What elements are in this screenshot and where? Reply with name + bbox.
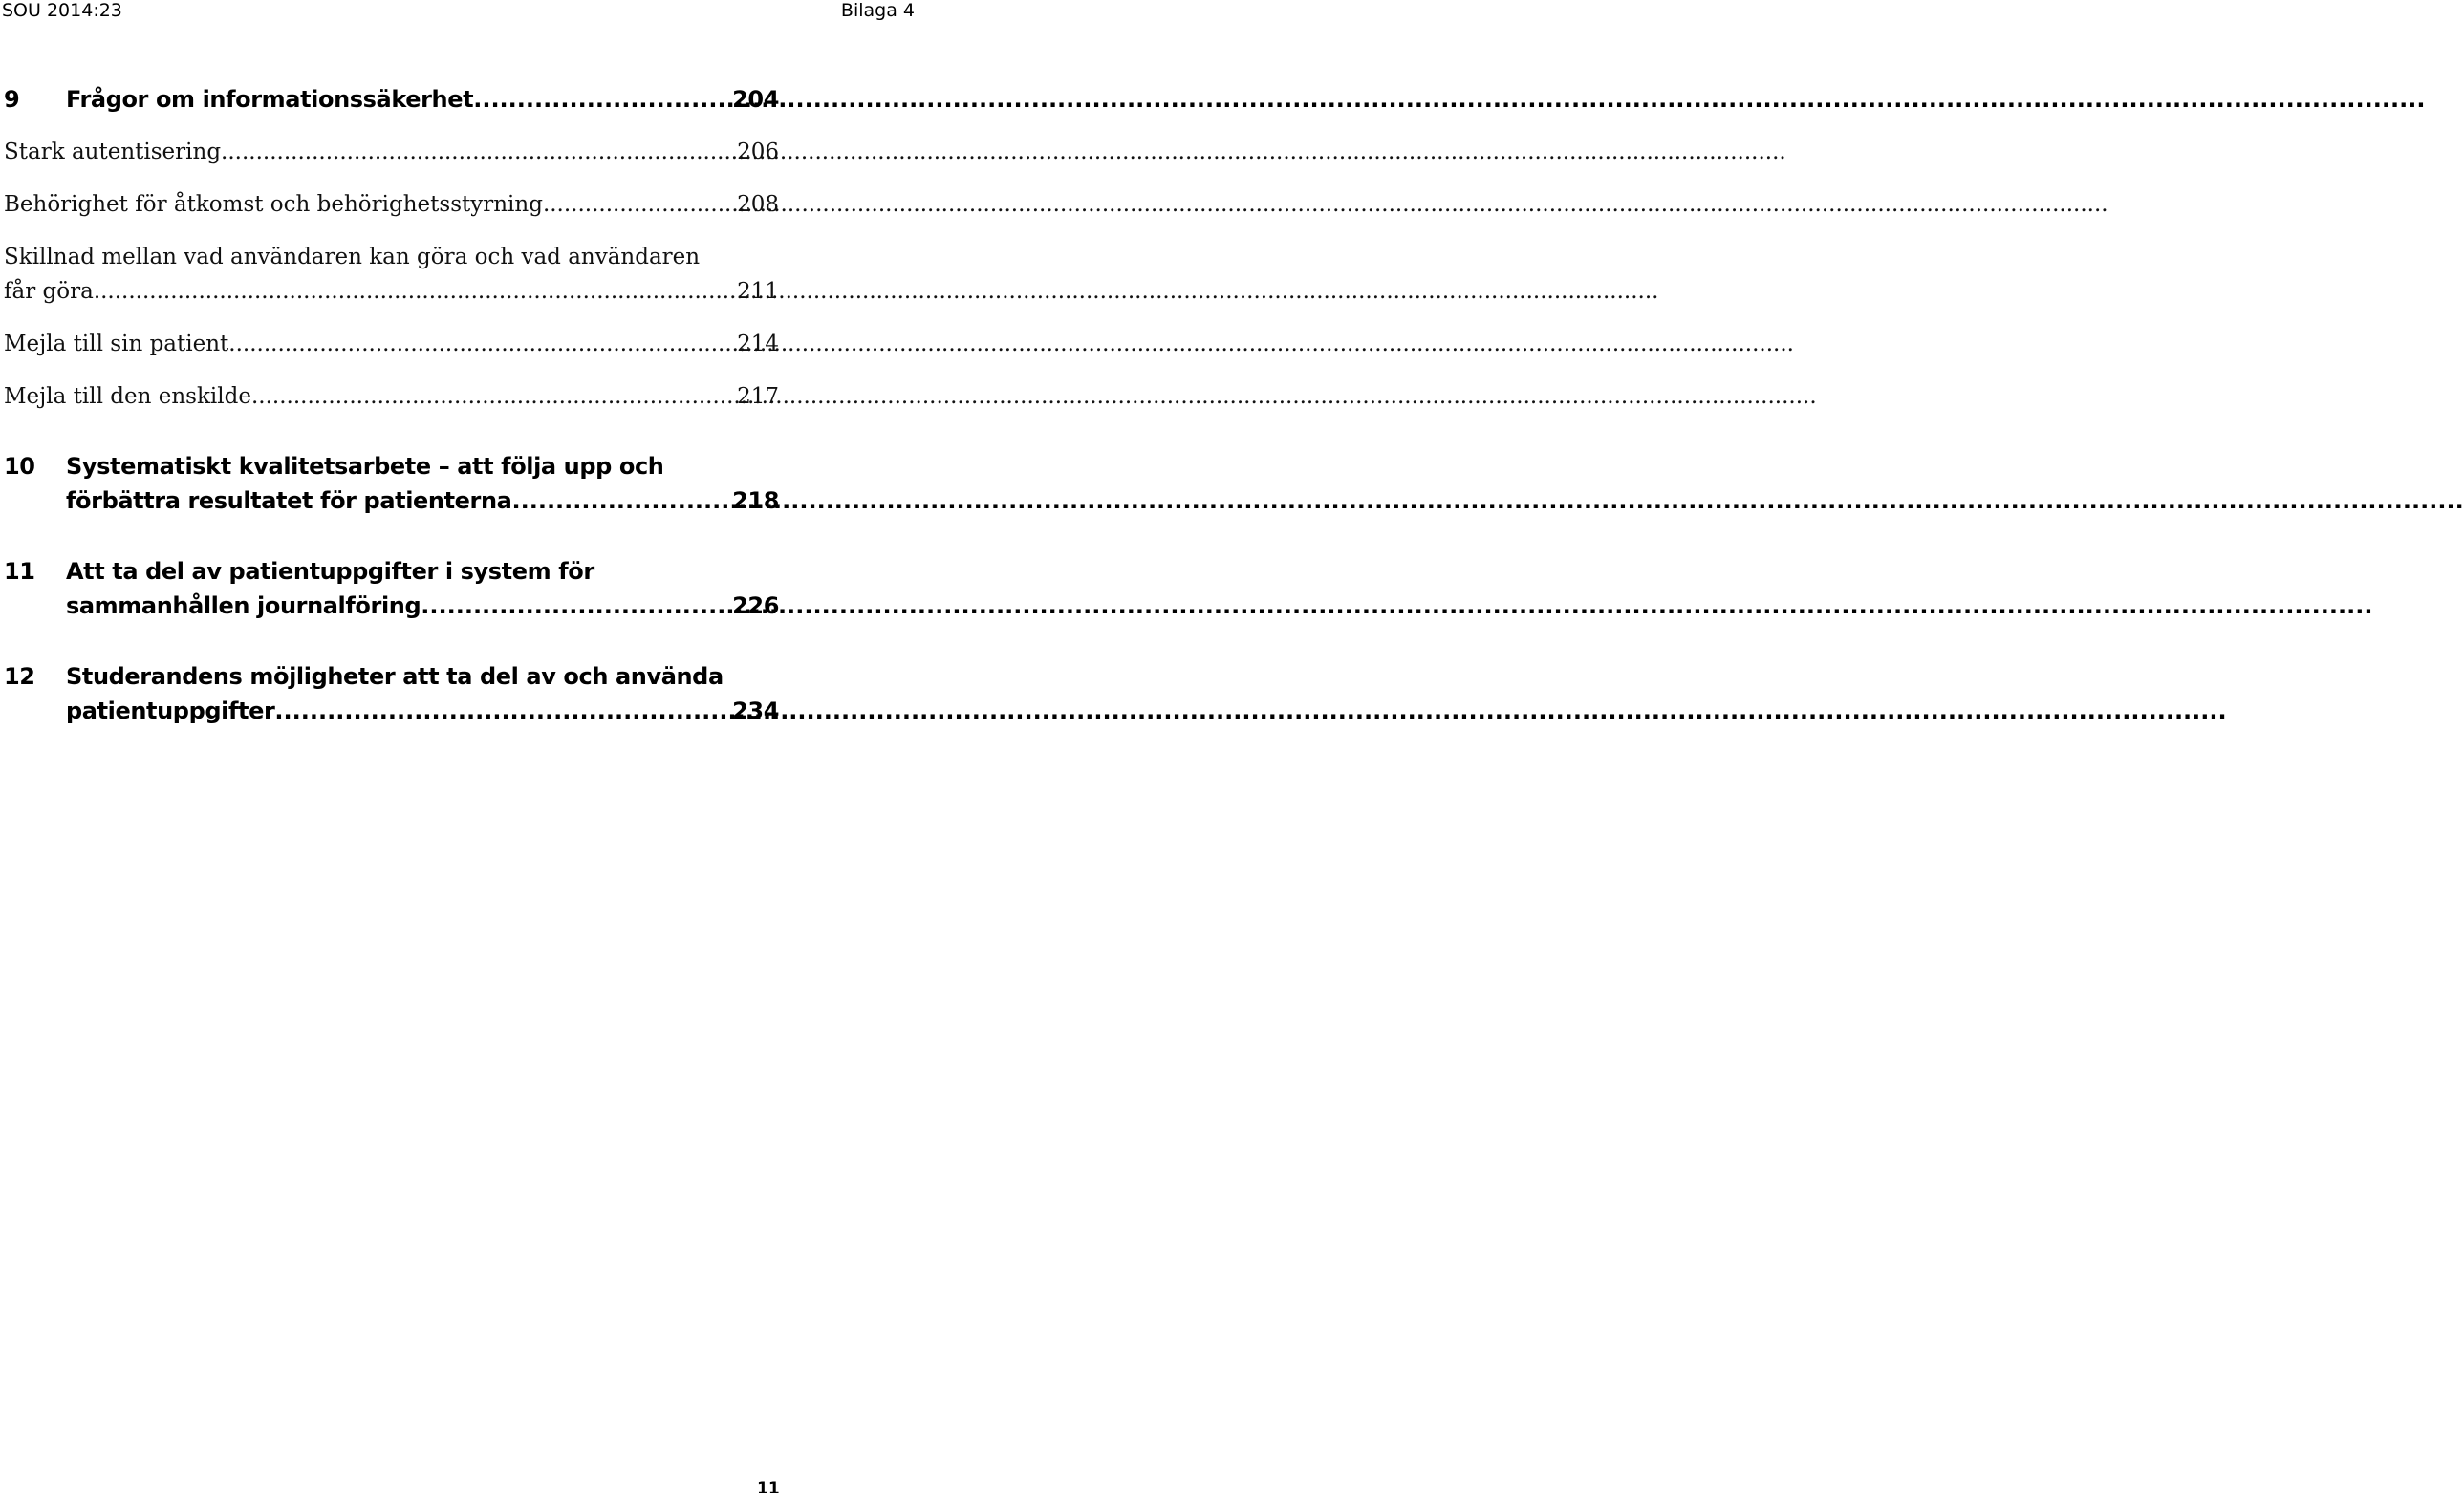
chapter-number: 11 (4, 558, 35, 585)
running-header-report-id: SOU 2014:23 (2, 0, 122, 21)
section-title-line-2: får göra (4, 279, 94, 304)
chapter-number: 9 (4, 86, 20, 113)
section-title: Behörighet för åtkomst och behörighetsstyrning (4, 192, 543, 217)
chapter-title-line-1: Systematiskt kvalitetsarbete – att följa upp och (66, 453, 664, 480)
dot-leader (543, 187, 737, 222)
dot-leader (221, 135, 737, 169)
page-number: 11 (757, 1479, 780, 1498)
page-reference: 206 (737, 140, 779, 164)
chapter-title-line-2: förbättra resultatet för patienterna (66, 487, 512, 514)
section-title: Mejla till den enskilde (4, 384, 251, 409)
section-title-line-1: Skillnad mellan vad användaren kan göra och vad användaren (4, 245, 701, 269)
dot-leader (94, 274, 737, 309)
dot-leader (511, 483, 726, 518)
page-reference: 208 (737, 192, 779, 217)
page-reference: 234 (732, 698, 779, 724)
chapter-title-line-2: patientuppgifter (66, 698, 275, 724)
page-reference: 226 (732, 592, 779, 619)
section-title: Mejla till sin patient (4, 332, 229, 356)
running-header-appendix: Bilaga 4 (840, 0, 915, 21)
page-reference: 204 (732, 86, 779, 113)
chapter-title-line-2: sammanhållen journalföring (66, 592, 421, 619)
dot-leader (421, 589, 726, 623)
page-reference: 211 (737, 279, 779, 304)
chapter-number: 12 (4, 663, 35, 690)
page-reference: 214 (737, 332, 779, 356)
dot-leader (274, 694, 726, 728)
dot-leader (251, 379, 737, 414)
chapter-title-line-1: Att ta del av patientuppgifter i system för (66, 558, 594, 585)
chapter-number: 10 (4, 453, 35, 480)
chapter-title-line-1: Studerandens möjligheter att ta del av och använda (66, 663, 724, 690)
chapter-title: Frågor om informationssäkerhet (66, 86, 474, 113)
section-title: Stark autentisering (4, 140, 222, 164)
page-reference: 217 (737, 384, 779, 409)
dot-leader (473, 82, 726, 117)
dot-leader (228, 327, 737, 361)
page-reference: 218 (732, 487, 779, 514)
